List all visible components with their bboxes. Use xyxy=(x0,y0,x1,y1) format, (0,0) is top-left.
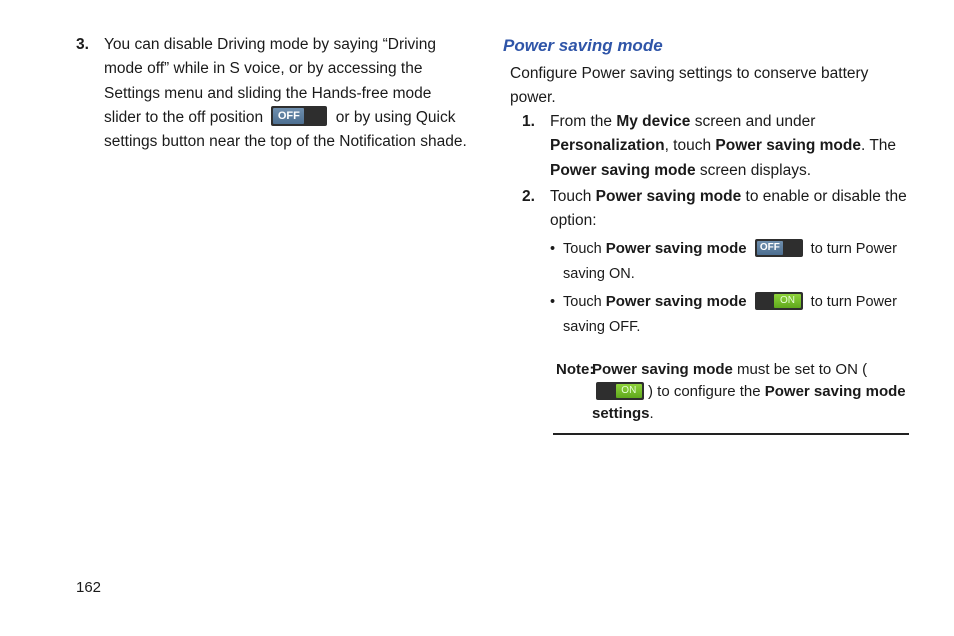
bullet-turn-off xyxy=(550,290,908,339)
toggle-label: ON xyxy=(774,294,800,308)
term-power-saving-mode: Power saving mode xyxy=(715,137,861,155)
bullet-dot: • xyxy=(550,294,556,311)
note-label: Note: xyxy=(556,361,595,379)
right-column xyxy=(503,33,908,435)
step-text: . The xyxy=(860,137,897,155)
off-toggle-icon xyxy=(271,106,327,126)
term-power-saving-mode: Power saving mode xyxy=(550,161,696,179)
term-power-saving-mode: Power saving mode xyxy=(592,361,733,379)
term-personalization: Personalization xyxy=(550,137,665,155)
term-power-saving-mode: Power saving mode xyxy=(605,240,747,258)
step-text: You can disable Driving mode by saying “Driving mode off” while in S voice, or by accessing the Settings menu and sliding the Hands-free mode slider to the off position xyxy=(104,36,436,126)
section-title: Power saving mode xyxy=(503,36,663,55)
on-toggle-icon xyxy=(596,382,644,400)
step-text: From the xyxy=(550,113,617,130)
note-text-part: . xyxy=(649,405,654,423)
term-power-saving-mode: Power saving mode xyxy=(595,187,742,205)
step-number: 3. xyxy=(76,36,89,53)
step-text: Touch xyxy=(550,187,596,205)
bullet-turn-on xyxy=(550,237,908,286)
step-text: , touch xyxy=(664,137,716,155)
step-text: to enable or disable the option: xyxy=(550,187,907,230)
note-text-part: must be set to ON ( xyxy=(732,361,868,379)
step-text: screen and under xyxy=(690,113,816,130)
note-text xyxy=(556,359,909,425)
bullet-text: Touch xyxy=(563,241,606,258)
step-text: screen displays. xyxy=(695,161,812,179)
step-number: 1. xyxy=(522,113,535,130)
step-number: 2. xyxy=(522,187,535,205)
off-toggle-icon xyxy=(755,239,803,257)
term-power-saving-mode-settings: Power saving mode settings xyxy=(592,383,906,423)
toggle-label: OFF xyxy=(273,108,304,124)
step-1 xyxy=(522,110,908,183)
steps-list xyxy=(522,110,908,233)
term-my-device: My device xyxy=(616,113,691,130)
toggle-label: OFF xyxy=(757,241,783,255)
bullet-text: to turn Power saving OFF. xyxy=(563,294,897,335)
on-toggle-icon xyxy=(755,292,803,310)
step-text-continued: or by using Quick settings button near the top of the Notification shade. xyxy=(104,108,467,151)
step-2 xyxy=(522,185,908,234)
bullet-text: Touch xyxy=(563,294,606,311)
bullet-dot: • xyxy=(550,241,556,258)
note-box xyxy=(553,353,909,435)
bullet-text: to turn Power saving ON. xyxy=(563,241,897,282)
toggle-label: ON xyxy=(616,384,642,398)
note-text-part: ) to configure the xyxy=(648,383,765,401)
step-3 xyxy=(76,33,471,154)
term-power-saving-mode: Power saving mode xyxy=(605,293,747,311)
page-number: 162 xyxy=(76,579,102,596)
section-intro: Configure Power saving settings to conserve battery power. xyxy=(510,65,869,106)
left-column xyxy=(76,33,471,154)
